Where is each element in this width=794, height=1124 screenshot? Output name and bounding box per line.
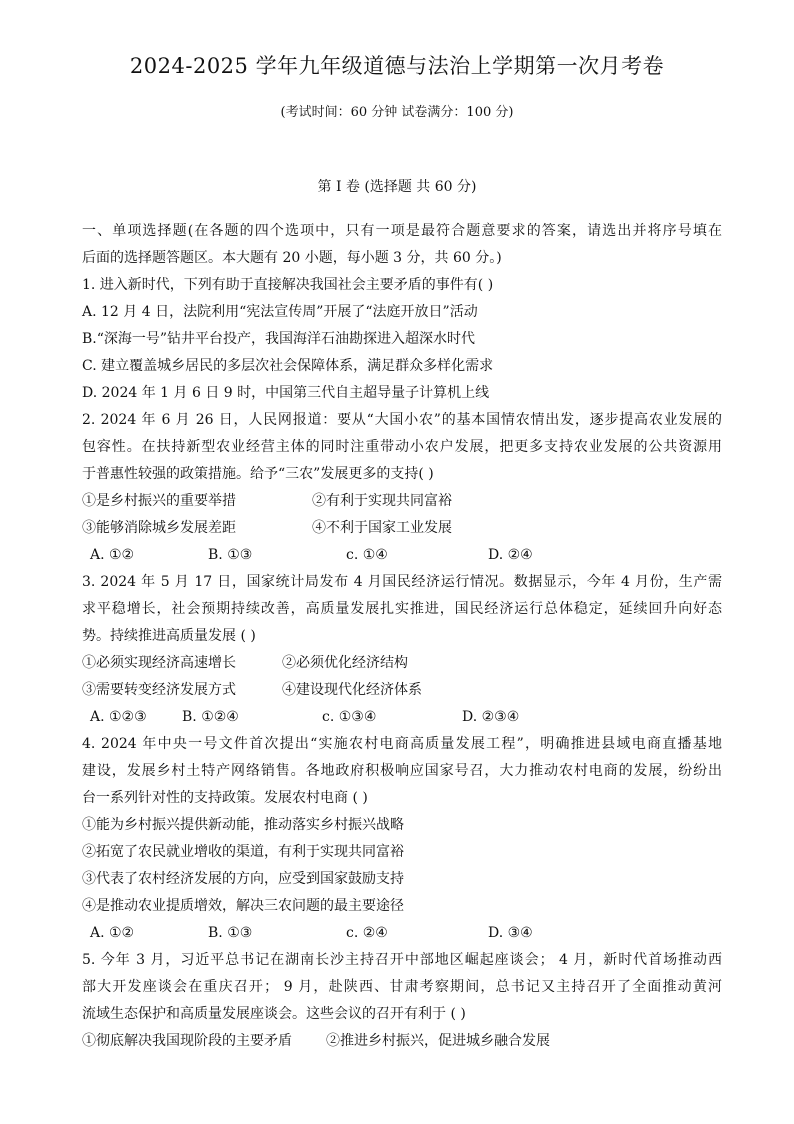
statement-row <box>82 488 722 515</box>
option-c: c. ②④ <box>346 925 388 941</box>
choice-a: A. 12 月 4 日，法院利用“宪法宣传周”开展了“法庭开放日”活动 <box>82 304 478 320</box>
question-stem: 包容性。在扶持新型农业经营主体的同时注重带动小农户发展，把更多支持农业发展的公共资源用 <box>82 439 722 455</box>
option-row <box>82 920 722 947</box>
option-b: B. ①③ <box>208 925 253 941</box>
question-2 <box>82 407 722 569</box>
question-stem: 1. 进入新时代，下列有助于直接解决我国社会主要矛盾的事件有( ) <box>82 277 494 293</box>
instructions-line: 后面的选择题答题区。本大题有 20 小题，每小题 3 分，共 60 分。) <box>82 250 502 266</box>
question-5 <box>82 947 722 1055</box>
statement-row <box>82 650 722 677</box>
statement: ③能够消除城乡发展差距 <box>82 520 236 536</box>
statement: ③需要转变经济发展方式 <box>82 682 236 698</box>
option-b: B. ①②④ <box>182 709 239 725</box>
section-heading: 第 I 卷 (选择题 共 60 分) <box>317 179 477 195</box>
option-c: c. ①③④ <box>322 709 377 725</box>
statement: ③代表了农村经济发展的方向，应受到国家鼓励支持 <box>82 871 404 887</box>
statement: ①能为乡村振兴提供新动能，推动落实乡村振兴战略 <box>82 817 404 833</box>
question-stem: 2. 2024 年 6 月 26 日，人民网报道：要从“大国小农”的基本国情农情出发，逐步提高农业发展的 <box>82 412 722 428</box>
statement: ④不利于国家工业发展 <box>312 520 452 536</box>
statement: ①必须实现经济高速增长 <box>82 655 236 671</box>
option-b: B. ①③ <box>208 547 253 563</box>
question-stem: 台一系列针对性的支持政策。发展农村电商 ( ) <box>82 790 368 806</box>
option-a: A. ①② <box>90 925 135 941</box>
question-1 <box>82 272 722 407</box>
statement: ①彻底解决我国现阶段的主要矛盾 <box>82 1033 292 1049</box>
statement-row <box>82 1028 722 1055</box>
choice-b: B.“深海一号”钻井平台投产，我国海洋石油勘探进入超深水时代 <box>82 331 476 347</box>
statement: ②必须优化经济结构 <box>282 655 408 671</box>
option-row <box>82 542 722 569</box>
statement: ①是乡村振兴的重要举措 <box>82 493 236 509</box>
choice-c: C. 建立覆盖城乡居民的多层次社会保障体系，满足群众多样化需求 <box>82 358 494 374</box>
exam-info: (考试时间：60 分钟 试卷满分：100 分) <box>280 105 514 120</box>
statement: ②有利于实现共同富裕 <box>312 493 452 509</box>
option-d: D. ②③④ <box>462 709 520 725</box>
question-4 <box>82 731 722 947</box>
question-stem: 流域生态保护和高质量发展座谈会。这些会议的召开有利于 ( ) <box>82 1006 466 1022</box>
option-a: A. ①② <box>90 547 135 563</box>
option-d: D. ③④ <box>488 925 533 941</box>
option-c: c. ①④ <box>346 547 388 563</box>
question-stem: 势。持续推进高质量发展 ( ) <box>82 628 256 644</box>
statement: ②拓宽了农民就业增收的渠道，有利于实现共同富裕 <box>82 844 404 860</box>
statement-row <box>82 515 722 542</box>
statement: ④是推动农业提质增效，解决三农问题的最主要途径 <box>82 898 404 914</box>
option-row <box>82 704 722 731</box>
question-stem: 5. 今年 3 月，习近平总书记在湖南长沙主持召开中部地区崛起座谈会； 4 月，新时代首场推动西 <box>82 952 722 968</box>
question-stem: 求平稳增长，社会预期持续改善，高质量发展扎实推进，国民经济运行总体稳定，延续回升向好态 <box>82 601 722 617</box>
question-3 <box>82 569 722 731</box>
question-stem: 于普惠性较强的政策措施。给予“三农”发展更多的支持( ) <box>82 466 434 482</box>
choice-d: D. 2024 年 1 月 6 日 9 时，中国第三代自主超导量子计算机上线 <box>82 385 490 401</box>
option-d: D. ②④ <box>488 547 533 563</box>
instructions-line: 一、单项选择题(在各题的四个选项中，只有一项是最符合题意要求的答案，请选出并将序号填在 <box>82 223 722 239</box>
question-stem: 建设，发展乡村土特产网络销售。各地政府积极响应国家号召，大力推动农村电商的发展，纷纷出 <box>82 763 722 779</box>
option-a: A. ①②③ <box>90 709 147 725</box>
question-stem: 4. 2024 年中央一号文件首次提出“实施农村电商高质量发展工程”，明确推进县域电商直播基地 <box>82 736 722 752</box>
statement: ②推进乡村振兴，促进城乡融合发展 <box>326 1033 550 1049</box>
statement: ④建设现代化经济体系 <box>282 682 422 698</box>
statement-row <box>82 677 722 704</box>
question-stem: 部大开发座谈会在重庆召开； 9 月，赴陕西、甘肃考察期间，总书记又主持召开了全面推动黄河 <box>82 979 722 995</box>
question-stem: 3. 2024 年 5 月 17 日，国家统计局发布 4 月国民经济运行情况。数据显示，今年 4 月份，生产需 <box>82 574 722 590</box>
page-title: 2024-2025 学年九年级道德与法治上学期第一次月考卷 <box>129 54 665 78</box>
exam-body <box>82 218 722 1055</box>
